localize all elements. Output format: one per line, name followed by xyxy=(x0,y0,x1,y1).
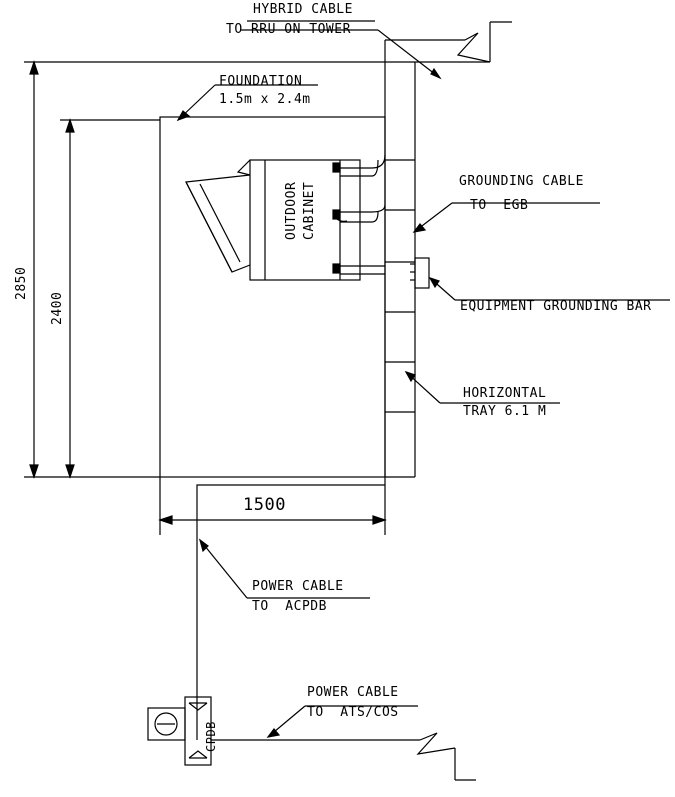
dimension-label-1500: 1500 xyxy=(243,495,286,515)
label-power-cable-ats-line2: TO ATS/COS xyxy=(307,705,399,720)
dimension-2850 xyxy=(24,62,385,477)
foundation-outline xyxy=(160,117,385,477)
cabinet-conduits xyxy=(333,155,385,274)
vertical-tray xyxy=(385,62,415,477)
label-horizontal-tray-line1: HORIZONTAL xyxy=(463,386,547,401)
label-hybrid-cable-line2: TO RRU ON TOWER xyxy=(226,22,351,37)
outdoor-cabinet xyxy=(186,160,360,280)
egb-leader xyxy=(430,278,670,300)
label-foundation-line1: FOUNDATION xyxy=(219,74,303,89)
label-hybrid-cable-line1: HYBRID CABLE xyxy=(253,2,353,17)
dimension-label-2850: 2850 xyxy=(14,266,29,300)
label-cabinet-line1: OUTDOOR xyxy=(284,181,299,240)
label-equipment-grounding-bar: EQUIPMENT GROUNDING BAR xyxy=(460,299,652,314)
label-grounding-cable-line2: TO EGB xyxy=(470,198,529,213)
label-grounding-cable-line1: GROUNDING CABLE xyxy=(459,174,584,189)
label-cpdb: CPDB xyxy=(204,721,218,752)
dimension-2400 xyxy=(60,120,160,477)
meter-symbol xyxy=(148,708,185,740)
label-power-cable-acpdb-line1: POWER CABLE xyxy=(252,579,344,594)
tower-tray-top xyxy=(385,22,512,62)
label-foundation-line2: 1.5m x 2.4m xyxy=(219,92,311,107)
dimension-label-2400: 2400 xyxy=(50,291,65,325)
power-cable-ats-run xyxy=(211,733,476,780)
label-power-cable-ats-line1: POWER CABLE xyxy=(307,685,399,700)
label-power-cable-acpdb-line2: TO ACPDB xyxy=(252,599,327,614)
label-cabinet-line2: CABINET xyxy=(302,181,317,240)
label-horizontal-tray-line2: TRAY 6.1 M xyxy=(463,404,547,419)
